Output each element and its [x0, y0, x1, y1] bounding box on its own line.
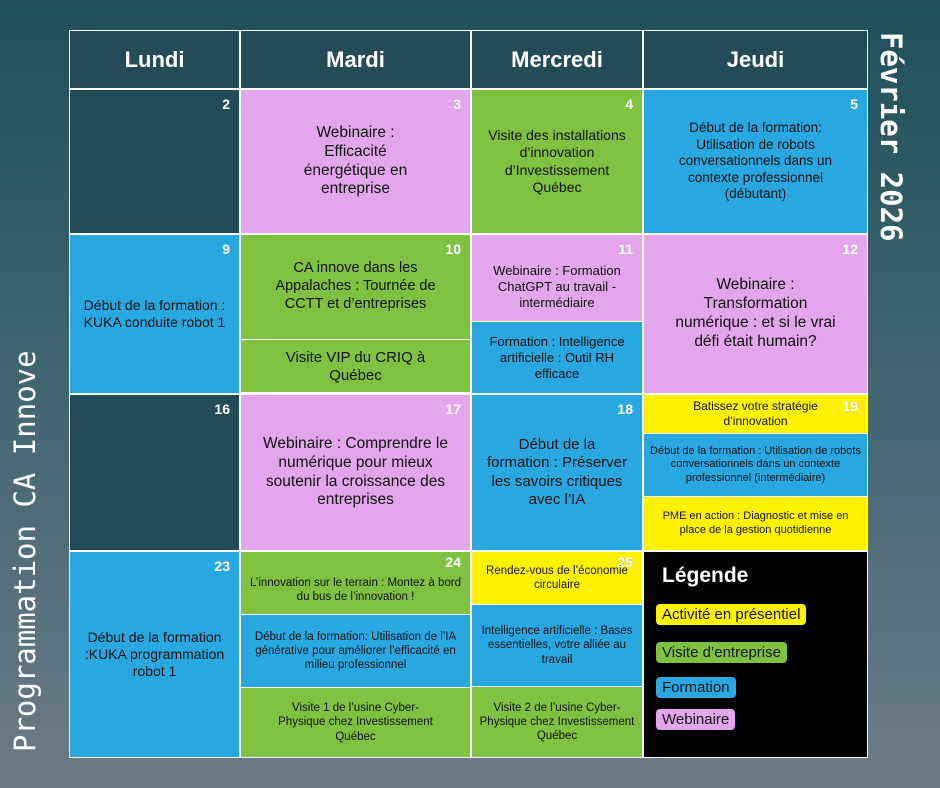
day-cell-10: [240, 234, 471, 394]
day-number: 25: [617, 554, 633, 570]
event-webinaire[interactable]: Webinaire : Efficacité énergétique en entreprise: [303, 123, 408, 198]
day-number: 10: [445, 241, 461, 257]
legend-title: Légende: [662, 564, 749, 587]
event-visite[interactable]: Visite des installations d’innovation d’Investissement Québec: [488, 127, 626, 195]
day-number: 3: [453, 96, 461, 112]
event-formation[interactable]: Début de la formation: Utilisation de robots conversationnels dans un contexte professionnel (débutant): [678, 120, 833, 202]
day-number: 16: [214, 401, 230, 417]
event-formation[interactable]: Début de la formation: Utilisation de l’IA générative pour améliorer l’efficacité en milieu professionnel: [254, 630, 457, 671]
day-number: 17: [445, 401, 461, 417]
day-cell-9: [69, 234, 240, 394]
day-cell-23: [69, 551, 240, 758]
day-cell-3: [240, 89, 471, 234]
event-presentiel[interactable]: L’innovation sur le terrain : Montez à bord du bus de l’innovation !: [250, 576, 461, 603]
legend: [643, 551, 868, 758]
event-formation[interactable]: Début de la formation : KUKA conduite robot 1: [83, 296, 226, 330]
legend-item-webinaire: Webinaire: [656, 709, 735, 730]
side-title: Programmation CA Innove: [8, 350, 42, 752]
header-mercredi: Mercredi: [471, 30, 643, 89]
day-number: 23: [214, 558, 230, 574]
day-cell-16: [69, 394, 240, 551]
event-formation[interactable]: Début de la formation : Utilisation de robots conversationnels dans un contexte professionnel (intermédiaire): [650, 444, 861, 484]
event-formation[interactable]: Intelligence artificielle : Bases essentielles, votre alliée au travail: [481, 625, 633, 666]
event-presentiel[interactable]: Batissez votre stratégie d’innovation: [693, 399, 818, 428]
day-number: 2: [222, 96, 230, 112]
event-visite[interactable]: Visite 2 de l’usine Cyber-Physique chez Investissement Québec: [479, 701, 635, 742]
event-presentiel[interactable]: Rendez-vous de l’économie circulaire: [486, 564, 628, 591]
event-visite[interactable]: Visite VIP du CRIQ à Québec: [285, 348, 426, 384]
day-cell-5: [643, 89, 868, 234]
day-number: 9: [222, 241, 230, 257]
day-cell-17: [240, 394, 471, 551]
header-jeudi: Jeudi: [643, 30, 868, 89]
day-cell-12: [643, 234, 868, 394]
event-presentiel[interactable]: CA innove dans les Appalaches : Tournée de CCTT et d’entreprises: [275, 260, 436, 312]
event-formation[interactable]: Début de la formation :KUKA programmation robot 1: [84, 628, 225, 680]
event-formation[interactable]: Formation : Intelligence artificielle : Outil RH efficace: [489, 334, 625, 381]
day-number: 24: [445, 554, 461, 570]
day-number: 18: [617, 401, 633, 417]
event-webinaire[interactable]: Webinaire : Transformation numérique : et si le vrai défi était humain?: [675, 276, 836, 350]
day-cell-24: [240, 551, 471, 758]
event-formation[interactable]: Début de la formation : Préserver les savoirs critiques avec l’IA: [486, 435, 628, 508]
month-title: Février 2026: [874, 32, 908, 242]
event-webinaire[interactable]: Webinaire : Formation ChatGPT au travail - intermédiaire: [493, 263, 621, 310]
event-visite[interactable]: Visite 1 de l’usine Cyber-Physique chez Investissement Québec: [278, 702, 433, 743]
header-mardi: Mardi: [240, 30, 471, 89]
event-presentiel[interactable]: PME en action : Diagnostic et mise en place de la gestion quotidienne: [662, 510, 849, 536]
day-cell-4: [471, 89, 643, 234]
day-number: 5: [850, 96, 858, 112]
legend-item-visite: Visite d’entreprise: [656, 642, 787, 663]
header-lundi: Lundi: [69, 30, 240, 89]
day-cell-11: [471, 234, 643, 394]
legend-item-formation: Formation: [656, 677, 736, 698]
day-number: 4: [625, 96, 633, 112]
legend-item-presentiel: Activité en présentiel: [656, 604, 806, 625]
day-cell-19: [643, 394, 868, 551]
event-webinaire[interactable]: Webinaire : Comprendre le numérique pour mieux soutenir la croissance des entreprises: [263, 434, 448, 509]
day-cell-18: [471, 394, 643, 551]
day-cell-25: [471, 551, 643, 758]
calendar-grid: [69, 30, 868, 758]
day-number: 11: [618, 241, 633, 257]
day-number: 12: [842, 241, 858, 257]
day-cell-2: [69, 89, 240, 234]
day-number: 19: [842, 398, 858, 414]
